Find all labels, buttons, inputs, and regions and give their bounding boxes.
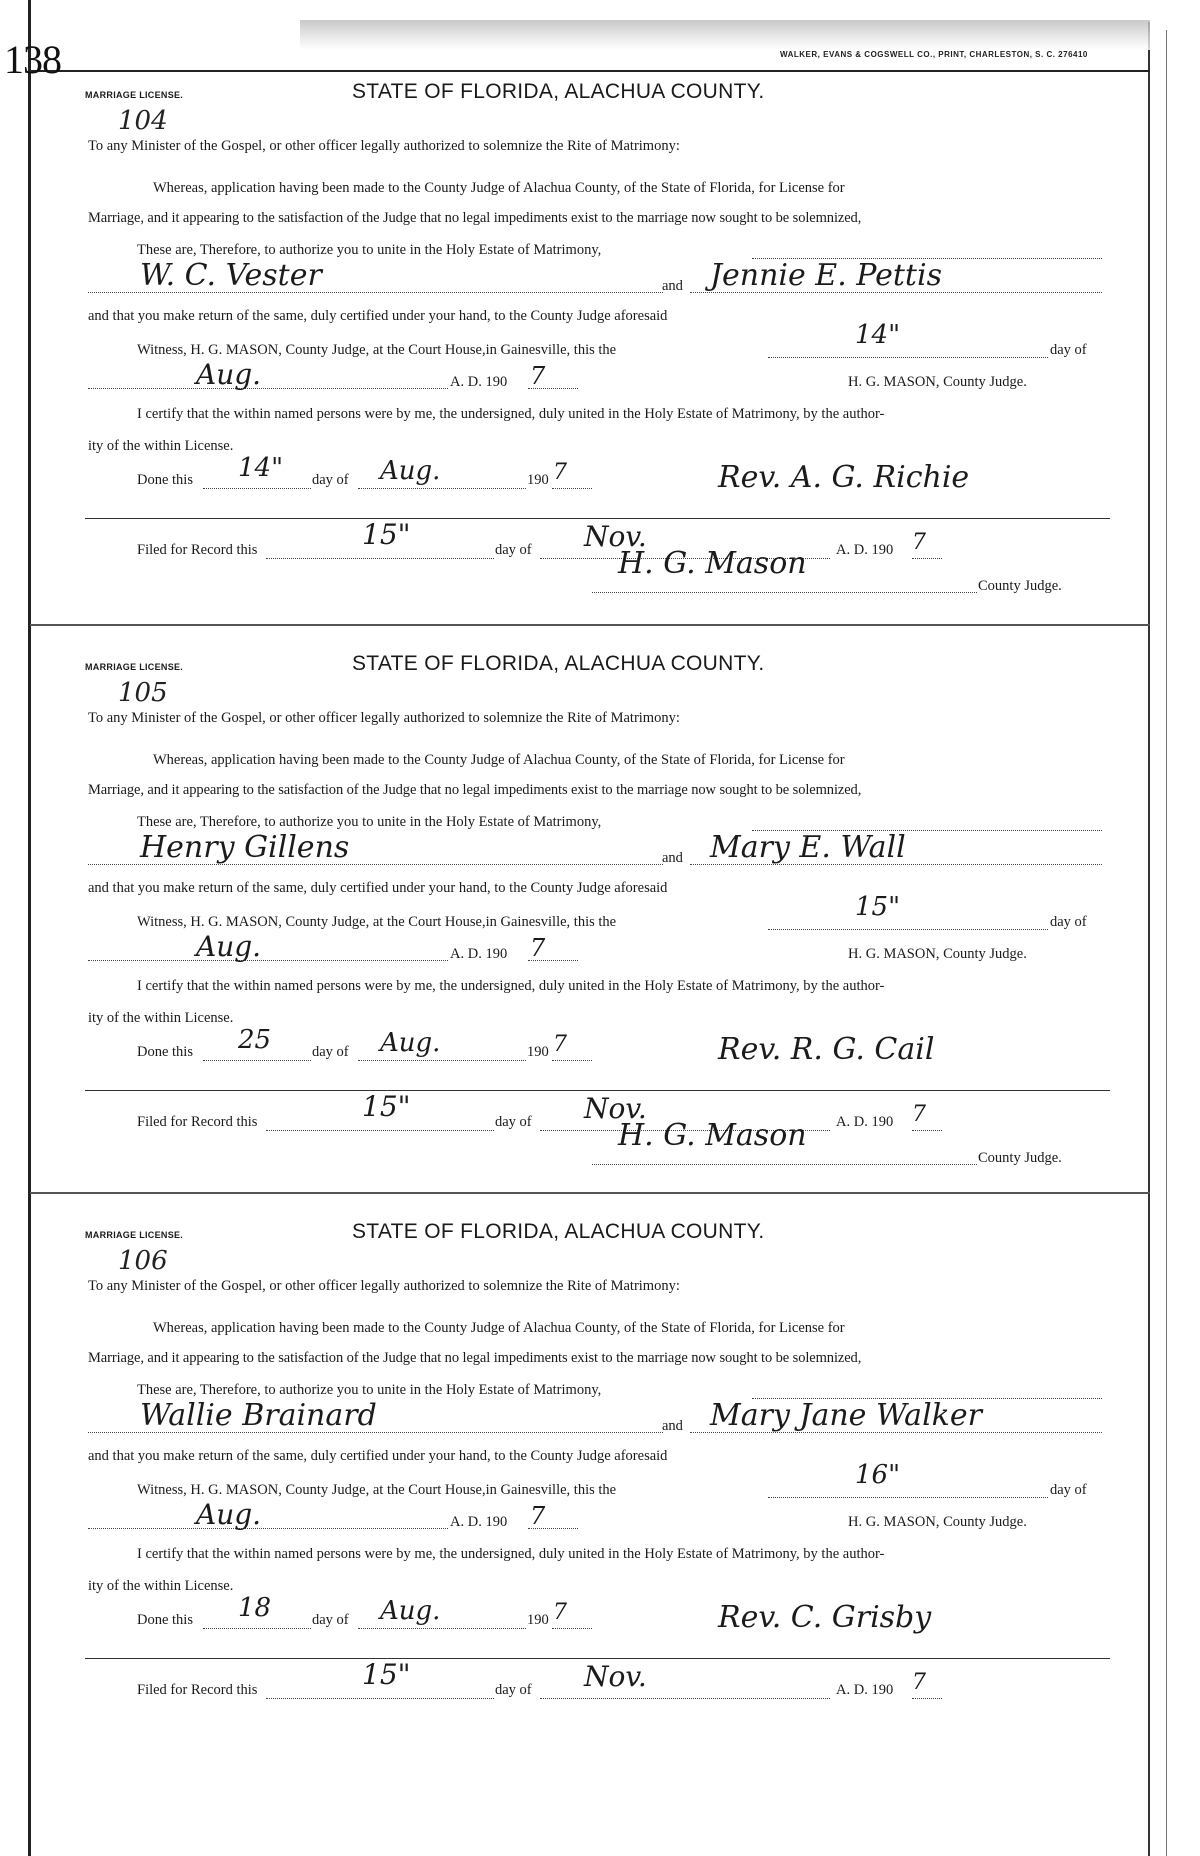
done-day: 14" <box>238 453 284 483</box>
these-are-line: These are, Therefore, to authorize you to unite in the Holy Estate of Matrimony, <box>137 242 602 258</box>
and-label: and <box>662 278 683 294</box>
witness-year: 7 <box>530 362 546 390</box>
license-label: MARRIAGE LICENSE. <box>85 662 184 672</box>
done-year-prefix: 190 <box>527 472 549 488</box>
county-judge-label: County Judge. <box>978 1150 1062 1166</box>
signature-rule <box>85 1658 1110 1659</box>
county-judge-label: County Judge. <box>978 578 1062 594</box>
filed-day-of-label: day of <box>495 1114 532 1130</box>
witness-day: 15" <box>855 892 901 922</box>
license-divider <box>30 1192 1150 1194</box>
groom-name: W. C. Vester <box>140 258 322 293</box>
officiant-signature: Rev. A. G. Richie <box>718 460 970 495</box>
certify-line-2: ity of the within License. <box>88 438 234 454</box>
day-of-label: day of <box>1050 914 1087 930</box>
done-day-of-label: day of <box>312 1044 349 1060</box>
ad-label: A. D. 190 <box>450 374 508 390</box>
done-this-label: Done this <box>137 472 193 488</box>
filed-label: Filed for Record this <box>137 542 258 558</box>
officiant-signature: Rev. R. G. Cail <box>718 1032 935 1067</box>
salutation: To any Minister of the Gospel, or other officer legally authorized to solemnize the Rite of Matrimony: <box>88 1278 680 1294</box>
certify-line-1: I certify that the within named persons were by me, the undersigned, duly united in the Holy Estate of Matrimony, by the author- <box>137 406 885 422</box>
salutation: To any Minister of the Gospel, or other officer legally authorized to solemnize the Rite of Matrimony: <box>88 710 680 726</box>
done-month: Aug. <box>380 456 441 486</box>
header-rule <box>28 70 1150 72</box>
license-heading: STATE OF FLORIDA, ALACHUA COUNTY. <box>352 1220 765 1243</box>
whereas-line-1: Whereas, application having been made to the County Judge of Alachua County, of the State of Florida, for License for <box>153 1320 845 1336</box>
license-label: MARRIAGE LICENSE. <box>85 90 184 100</box>
filed-year: 7 <box>912 1102 926 1127</box>
certify-line-1: I certify that the within named persons were by me, the undersigned, duly united in the Holy Estate of Matrimony, by the author- <box>137 1546 885 1562</box>
filed-day: 15" <box>362 518 411 551</box>
these-are-line: These are, Therefore, to authorize you to unite in the Holy Estate of Matrimony, <box>137 1382 602 1398</box>
witness-month: Aug. <box>196 1498 262 1531</box>
done-year-prefix: 190 <box>527 1044 549 1060</box>
groom-name: Wallie Brainard <box>140 1398 377 1433</box>
filed-month: Nov. <box>584 1092 647 1125</box>
whereas-line-1: Whereas, application having been made to the County Judge of Alachua County, of the State of Florida, for License for <box>153 752 845 768</box>
filed-day-of-label: day of <box>495 1682 532 1698</box>
and-label: and <box>662 1418 683 1434</box>
judge-label: H. G. MASON, County Judge. <box>848 1514 1027 1530</box>
done-year-prefix: 190 <box>527 1612 549 1628</box>
witness-day: 16" <box>855 1460 901 1490</box>
certify-line-1: I certify that the within named persons were by me, the undersigned, duly united in the Holy Estate of Matrimony, by the author- <box>137 978 885 994</box>
judge-label: H. G. MASON, County Judge. <box>848 374 1027 390</box>
filed-judge-signature: H. G. Mason <box>618 1118 807 1153</box>
filed-label: Filed for Record this <box>137 1114 258 1130</box>
filed-month: Nov. <box>584 1660 647 1693</box>
license-number: 106 <box>118 1246 168 1276</box>
done-year: 7 <box>553 460 567 485</box>
page-number: 138 <box>4 37 61 82</box>
done-day: 25 <box>238 1025 272 1055</box>
filed-ad-label: A. D. 190 <box>836 542 894 558</box>
witness-line: Witness, H. G. MASON, County Judge, at the Court House,in Gainesville, this the <box>137 914 617 930</box>
certify-line-2: ity of the within License. <box>88 1010 234 1026</box>
done-this-label: Done this <box>137 1044 193 1060</box>
ad-label: A. D. 190 <box>450 946 508 962</box>
witness-month: Aug. <box>196 358 262 391</box>
license-heading: STATE OF FLORIDA, ALACHUA COUNTY. <box>352 80 765 103</box>
done-year: 7 <box>553 1032 567 1057</box>
scan-shadow <box>300 20 1150 50</box>
whereas-line-2: Marriage, and it appearing to the satisfaction of the Judge that no legal impediments exist to the marriage now sought to be solemnized, <box>88 210 862 226</box>
ad-label: A. D. 190 <box>450 1514 508 1530</box>
witness-day: 14" <box>855 320 901 350</box>
filed-year: 7 <box>912 1670 926 1695</box>
whereas-line-1: Whereas, application having been made to the County Judge of Alachua County, of the State of Florida, for License for <box>153 180 845 196</box>
filed-day: 15" <box>362 1090 411 1123</box>
witness-year: 7 <box>530 934 546 962</box>
done-year: 7 <box>553 1600 567 1625</box>
done-day-of-label: day of <box>312 1612 349 1628</box>
whereas-line-2: Marriage, and it appearing to the satisfaction of the Judge that no legal impediments exist to the marriage now sought to be solemnized, <box>88 1350 862 1366</box>
license-number: 104 <box>118 106 168 136</box>
license-divider <box>30 624 1150 626</box>
filed-ad-label: A. D. 190 <box>836 1682 894 1698</box>
license-heading: STATE OF FLORIDA, ALACHUA COUNTY. <box>352 652 765 675</box>
signature-rule <box>85 1090 1110 1091</box>
right-margin-line <box>1148 22 1150 1856</box>
groom-name: Henry Gillens <box>140 830 350 865</box>
filed-day: 15" <box>362 1658 411 1691</box>
filed-ad-label: A. D. 190 <box>836 1114 894 1130</box>
these-are-line: These are, Therefore, to authorize you to unite in the Holy Estate of Matrimony, <box>137 814 602 830</box>
license-label: MARRIAGE LICENSE. <box>85 1230 184 1240</box>
signature-rule <box>85 518 1110 519</box>
done-this-label: Done this <box>137 1612 193 1628</box>
bride-name: Mary E. Wall <box>710 830 906 865</box>
witness-month: Aug. <box>196 930 262 963</box>
day-of-label: day of <box>1050 342 1087 358</box>
certify-line-2: ity of the within License. <box>88 1578 234 1594</box>
printer-imprint: WALKER, EVANS & COGSWELL CO., PRINT, CHARLESTON, S. C. 276410 <box>780 50 1088 59</box>
witness-year: 7 <box>530 1502 546 1530</box>
license-number: 105 <box>118 678 168 708</box>
filed-judge-signature: H. G. Mason <box>618 546 807 581</box>
day-of-label: day of <box>1050 1482 1087 1498</box>
left-binding-edge <box>28 0 31 1856</box>
done-day-of-label: day of <box>312 472 349 488</box>
done-month: Aug. <box>380 1596 441 1626</box>
officiant-signature: Rev. C. Grisby <box>718 1600 932 1635</box>
whereas-line-2: Marriage, and it appearing to the satisfaction of the Judge that no legal impediments exist to the marriage now sought to be solemnized, <box>88 782 862 798</box>
return-line: and that you make return of the same, duly certified under your hand, to the County Judge aforesaid <box>88 308 668 324</box>
done-month: Aug. <box>380 1028 441 1058</box>
filed-month: Nov. <box>584 520 647 553</box>
witness-line: Witness, H. G. MASON, County Judge, at the Court House,in Gainesville, this the <box>137 342 617 358</box>
filed-year: 7 <box>912 530 926 555</box>
filed-day-of-label: day of <box>495 542 532 558</box>
done-day: 18 <box>238 1593 272 1623</box>
judge-label: H. G. MASON, County Judge. <box>848 946 1027 962</box>
bride-name: Mary Jane Walker <box>710 1398 982 1433</box>
filed-label: Filed for Record this <box>137 1682 258 1698</box>
bride-name: Jennie E. Pettis <box>710 258 942 293</box>
return-line: and that you make return of the same, duly certified under your hand, to the County Judge aforesaid <box>88 880 668 896</box>
return-line: and that you make return of the same, duly certified under your hand, to the County Judge aforesaid <box>88 1448 668 1464</box>
right-margin-line-outer <box>1166 30 1167 1856</box>
salutation: To any Minister of the Gospel, or other officer legally authorized to solemnize the Rite of Matrimony: <box>88 138 680 154</box>
and-label: and <box>662 850 683 866</box>
witness-line: Witness, H. G. MASON, County Judge, at the Court House,in Gainesville, this the <box>137 1482 617 1498</box>
